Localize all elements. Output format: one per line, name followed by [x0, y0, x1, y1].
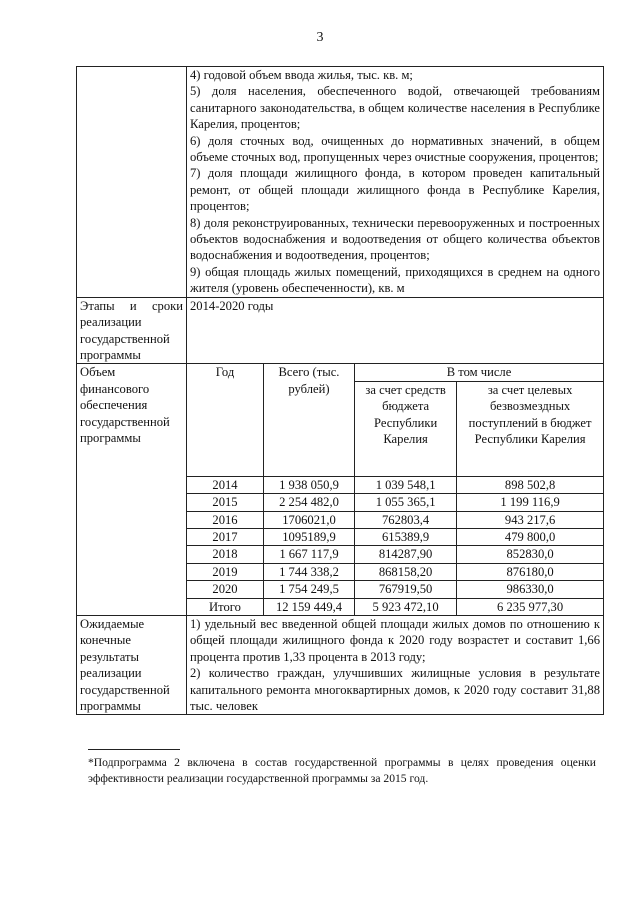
- cell-total: 1 744 338,2: [264, 563, 355, 580]
- finance-cell: [187, 364, 604, 616]
- cell-budget: 868158,20: [355, 563, 457, 580]
- cell-budget: 615389,9: [355, 528, 457, 545]
- total-row: [187, 598, 603, 615]
- cell-targeted: 1 199 116,9: [457, 494, 603, 511]
- cell-budget: 1 055 365,1: [355, 494, 457, 511]
- cell-total: 1 754 249,5: [264, 581, 355, 598]
- cell-targeted: 986330,0: [457, 581, 603, 598]
- table-row: [187, 528, 603, 545]
- table-row: [187, 511, 603, 528]
- table-row: [187, 494, 603, 511]
- cell-targeted: 6 235 977,30: [457, 598, 603, 615]
- cell-total: 2 254 482,0: [264, 494, 355, 511]
- indicator-item: 9) общая площадь жилых помещений, приходящихся в среднем на одного жителя (уровень обеспеченности), кв. м: [190, 264, 600, 296]
- cell-targeted: 943 217,6: [457, 511, 603, 528]
- header-targeted: за счет целевых безвозмездных поступлений в бюджет Республики Карелия: [457, 381, 603, 476]
- footnote: *Подпрограмма 2 включена в состав государственной программы в целях проведения оценки эффективности реализации государственной программы за 2015 год.: [88, 756, 596, 785]
- cell-targeted: 852830,0: [457, 546, 603, 563]
- results-cell: [187, 615, 604, 714]
- program-passport-table: [76, 66, 604, 715]
- cell-targeted: 876180,0: [457, 563, 603, 580]
- cell-budget: 1 039 548,1: [355, 476, 457, 493]
- cell-total: 12 159 449,4: [264, 598, 355, 615]
- cell-year: Итого: [187, 598, 264, 615]
- indicators-cell: [187, 67, 604, 298]
- finance-row: [77, 364, 604, 616]
- cell-targeted: 898 502,8: [457, 476, 603, 493]
- cell-total: 1 938 050,9: [264, 476, 355, 493]
- header-total: Всего (тыс. рублей): [264, 364, 355, 476]
- results-row: [77, 615, 604, 714]
- indicator-item: 5) доля населения, обеспеченного водой, отвечающей требованиям санитарного законодательства, в общем количестве населения в Республике Карелия, процентов;: [190, 84, 600, 132]
- cell-budget: 767919,50: [355, 581, 457, 598]
- finance-label: Объем финансового обеспечения государственной программы: [77, 364, 187, 616]
- cell-budget: 762803,4: [355, 511, 457, 528]
- cell-year: 2015: [187, 494, 264, 511]
- cell-year: 2019: [187, 563, 264, 580]
- footnote-separator: [88, 749, 180, 750]
- header-year: Год: [187, 364, 264, 476]
- header-budget: за счет средств бюджета Республики Карелия: [355, 381, 457, 476]
- header-including: В том числе: [355, 364, 604, 381]
- stages-label: Этапы и сроки реализации государственной программы: [77, 297, 187, 364]
- cell-year: 2016: [187, 511, 264, 528]
- table-row: [187, 563, 603, 580]
- indicators-row: [77, 67, 604, 298]
- indicators-label-cell: [77, 67, 187, 298]
- table-row: [187, 476, 603, 493]
- result-item: 1) удельный вес введенной общей площади жилых домов по отношению к общей площади жилищного фонда к 2020 году возрастет и составит 1,66 процента против 1,33 процента в 2013 году;: [190, 616, 600, 664]
- result-item: 2) количество граждан, улучшивших жилищные условия в результате капитального ремонта многоквартирных домов, к 2020 году составит 31,88 тыс. человек: [190, 666, 600, 713]
- cell-budget: 5 923 472,10: [355, 598, 457, 615]
- indicator-item: 8) доля реконструированных, технически перевооруженных и построенных объектов водоснабжения и водоотведения от общего количества объектов водоснабжения и водоотведения, процентов;: [190, 215, 600, 263]
- cell-total: 1 667 117,9: [264, 546, 355, 563]
- cell-year: 2014: [187, 476, 264, 493]
- finance-table: [187, 364, 603, 615]
- page-number: 3: [316, 30, 324, 45]
- stages-row: [77, 297, 604, 364]
- cell-year: 2020: [187, 581, 264, 598]
- table-row: [187, 581, 603, 598]
- indicator-item: 7) доля площади жилищного фонда, в котором проведен капитальный ремонт, от общей площади жилищного фонда в Республике Карелия, процентов;: [190, 166, 600, 214]
- cell-year: 2018: [187, 546, 264, 563]
- indicator-item: 6) доля сточных вод, очищенных до нормативных значений, в общем объеме сточных вод, пропущенных через очистные сооружения, процентов;: [190, 133, 600, 165]
- table-row: [187, 546, 603, 563]
- stages-value: 2014-2020 годы: [187, 297, 604, 364]
- cell-year: 2017: [187, 528, 264, 545]
- cell-total: 1095189,9: [264, 528, 355, 545]
- cell-total: 1706021,0: [264, 511, 355, 528]
- results-label: Ожидаемые конечные результаты реализации государственной программы: [77, 615, 187, 714]
- cell-targeted: 479 800,0: [457, 528, 603, 545]
- cell-budget: 814287,90: [355, 546, 457, 563]
- indicator-item: 4) годовой объем ввода жилья, тыс. кв. м;: [190, 68, 413, 82]
